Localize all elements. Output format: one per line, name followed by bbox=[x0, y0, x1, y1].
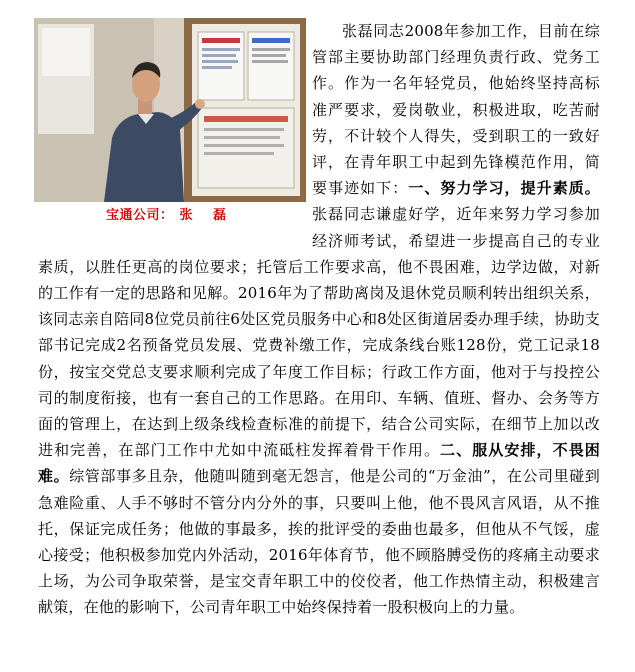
section-body-2: 综管部事多且杂，他随叫随到毫无怨言，他是公司的“万金油”，在公司里碰到急难险重、人手不够时不管分内分外的事，只要叫上他，他不畏风言风语，从不推托，保证完成任务；他做的事最多，挨的批评受的委曲也最多，但他从不气馁，虚心接受；他积极参加党内外活动，2016年体育节，他不顾胳膊受伤的疼痛主动要求上场，为公司争取荣誉，是宝交青年职工中的佼佼者，他工作热情主动，积极建言献策，在他的影响下，公司青年职工中始终保持着一股积极向上的力量。 bbox=[38, 467, 601, 617]
portrait-photo bbox=[34, 18, 306, 202]
caption-company: 宝通公司： bbox=[105, 208, 174, 223]
intro-text: 张磊同志2008年参加工作，目前在综管部主要协助部门经理负责行政、党务工作。作为一名年轻党员，他始终坚持高标准严要求，爱岗敬业，积极进取，吃苦耐劳，不计较个人得失，受到职工的一致好评，在青年职工中起到先锋模范作用，简要事迹如下： bbox=[312, 22, 600, 198]
caption-name: 张 磊 bbox=[179, 208, 235, 223]
article bbox=[38, 18, 600, 621]
photo-caption bbox=[34, 206, 306, 226]
section-heading-2: 二、服从安排，不畏困难。 bbox=[38, 441, 600, 486]
figure bbox=[34, 18, 306, 230]
section-heading-1: 一、努力学习，提升素质。 bbox=[408, 179, 600, 198]
section-body-1: 张磊同志谦虚好学，近年来努力学习参加经济师考试，希望进一步提高自己的专业素质，以胜任更高的岗位要求；托管后工作要求高，他不畏困难，边学边做，对新的工作有一定的思路和见解。2016年为了帮助离岗及退休党员顺利转出组织关系，该同志亲自陪同8位党员前往6处区党员服务中心和8处区街道居委办理手续，协助支部书记完成2名预备党员发展、党费补缴工作，完成条线台账128份，党工记录18份，按宝交党总支要求顺利完成了年度工作目标；行政工作方面，他对于与投控公司的制度衔接，也有一套自己的工作思路。在用印、车辆、值班、督办、会务等方面的管理上，在达到上级条线检查标准的前提下，结合公司实际，在细节上加以改进和完善，在部门工作中尤如中流砥柱发挥着骨干作用。 bbox=[38, 205, 600, 460]
